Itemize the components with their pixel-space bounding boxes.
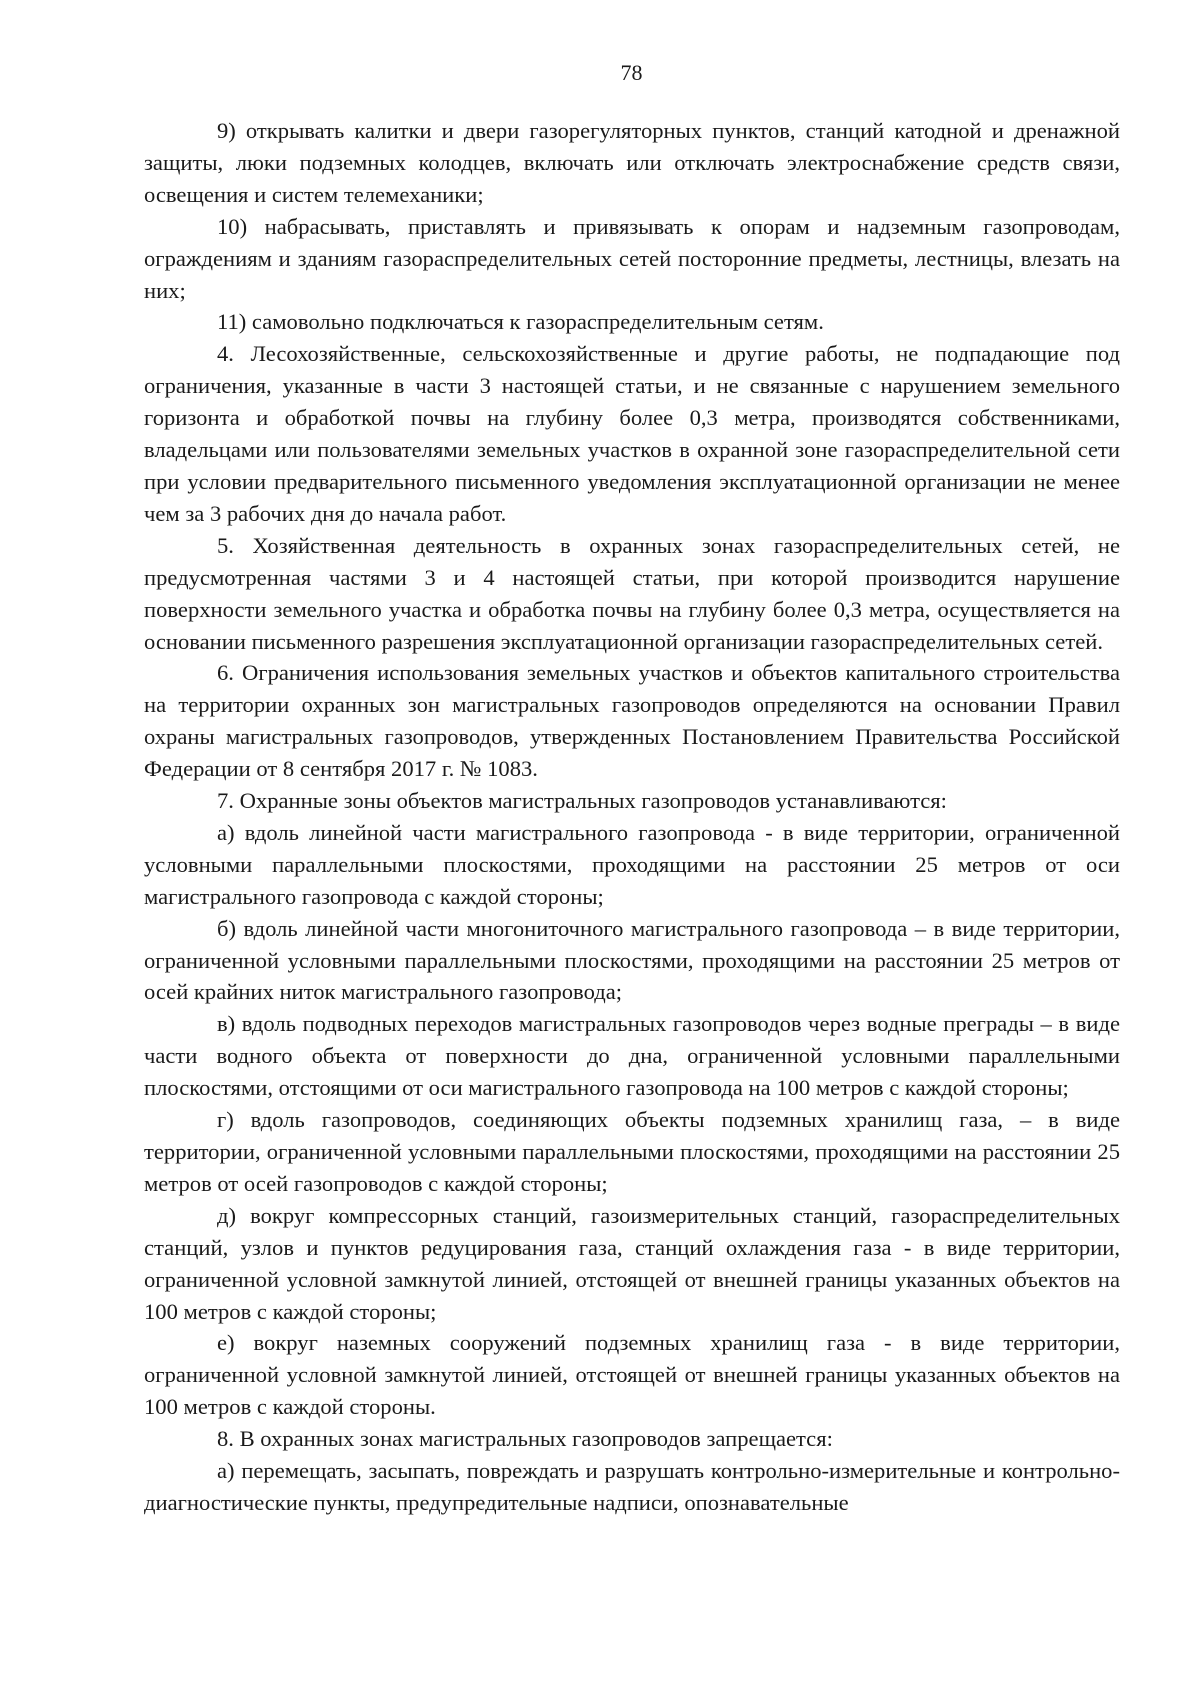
paragraph-item-9: 9) открывать калитки и двери газорегуляторных пунктов, станций катодной и дренажной защиты, люки подземных колодцев, включать или отключать электроснабжение средств связи, освещения и систем телемеханики; <box>144 118 1120 207</box>
paragraph-part-8: 8. В охранных зонах магистральных газопроводов запрещается: <box>217 1426 833 1452</box>
paragraph-item-11: 11) самовольно подключаться к газораспределительным сетям. <box>217 309 824 335</box>
paragraph-item-g: г) вдоль газопроводов, соединяющих объекты подземных хранилищ газа, – в виде территории, ограниченной условными параллельными плоскостями, проходящими на расстоянии 25 метров от осей газопроводов с каждой стороны; <box>144 1107 1120 1196</box>
paragraph-part-7: 7. Охранные зоны объектов магистральных газопроводов устанавливаются: <box>217 788 947 814</box>
paragraph-item-e: е) вокруг наземных сооружений подземных хранилищ газа - в виде территории, ограниченной условной замкнутой линией, отстоящей от внешней границы указанных объектов на 100 метров с каждой стороны. <box>144 1330 1120 1420</box>
paragraph-part-6: 6. Ограничения использования земельных участков и объектов капитального строительства на территории охранных зон магистральных газопроводов определяются на основании Правил охраны магистральных газопроводов, утвержденных Постановлением Правительства Российской Федерации от 8 сентября 2017 г. № 1083. <box>144 660 1120 782</box>
paragraph-part-4: 4. Лесохозяйственные, сельскохозяйственные и другие работы, не подпадающие под ограничения, указанные в части 3 настоящей статьи, и не связанные с нарушением земельного горизонта и обработкой почвы на глубину более 0,3 метра, производятся собственниками, владельцами или пользователями земельных участков в охранной зоне газораспределительной сети при условии предварительного письменного уведомления эксплуатационной организации не менее чем за 3 рабочих дня до начала работ. <box>144 341 1120 526</box>
page-number: 78 <box>620 60 643 85</box>
paragraph-item-d: д) вокруг компрессорных станций, газоизмерительных станций, газораспределительных станций, узлов и пунктов редуцирования газа, станций охлаждения газа - в виде территории, ограниченной условной замкнутой линией, отстоящей от внешней границы указанных объектов на 100 метров с каждой стороны; <box>144 1202 1120 1324</box>
paragraph-item-b: б) вдоль линейной части многониточного магистрального газопровода – в виде территории, ограниченной условными параллельными плоскостями, проходящими на расстоянии 25 метров от осей крайних ниток магистрального газопровода; <box>144 915 1120 1005</box>
paragraph-part-5: 5. Хозяйственная деятельность в охранных зонах газораспределительных сетей, не предусмотренная частями 3 и 4 настоящей статьи, при которой производится нарушение поверхности земельного участка и обработка почвы на глубину более 0,3 метра, осуществляется на основании письменного разрешения эксплуатационной организации газораспределительных сетей. <box>144 532 1120 654</box>
document-body <box>144 115 1120 1519</box>
paragraph-part-8-item-a: а) перемещать, засыпать, повреждать и разрушать контрольно-измерительные и контрольно-диагностические пункты, предупредительные надписи, опознавательные <box>144 1458 1120 1515</box>
paragraph-item-v: в) вдоль подводных переходов магистральных газопроводов через водные преграды – в виде части водного объекта от поверхности до дна, ограниченной условными параллельными плоскостями, отстоящими от оси магистрального газопровода на 100 метров с каждой стороны; <box>144 1011 1120 1101</box>
paragraph-item-a: а) вдоль линейной части магистрального газопровода - в виде территории, ограниченной условными параллельными плоскостями, проходящими на расстоянии 25 метров от оси магистрального газопровода с каждой стороны; <box>144 819 1120 909</box>
paragraph-item-10: 10) набрасывать, приставлять и привязывать к опорам и надземным газопроводам, ограждениям и зданиям газораспределительных сетей посторонние предметы, лестницы, влезать на них; <box>144 213 1120 303</box>
